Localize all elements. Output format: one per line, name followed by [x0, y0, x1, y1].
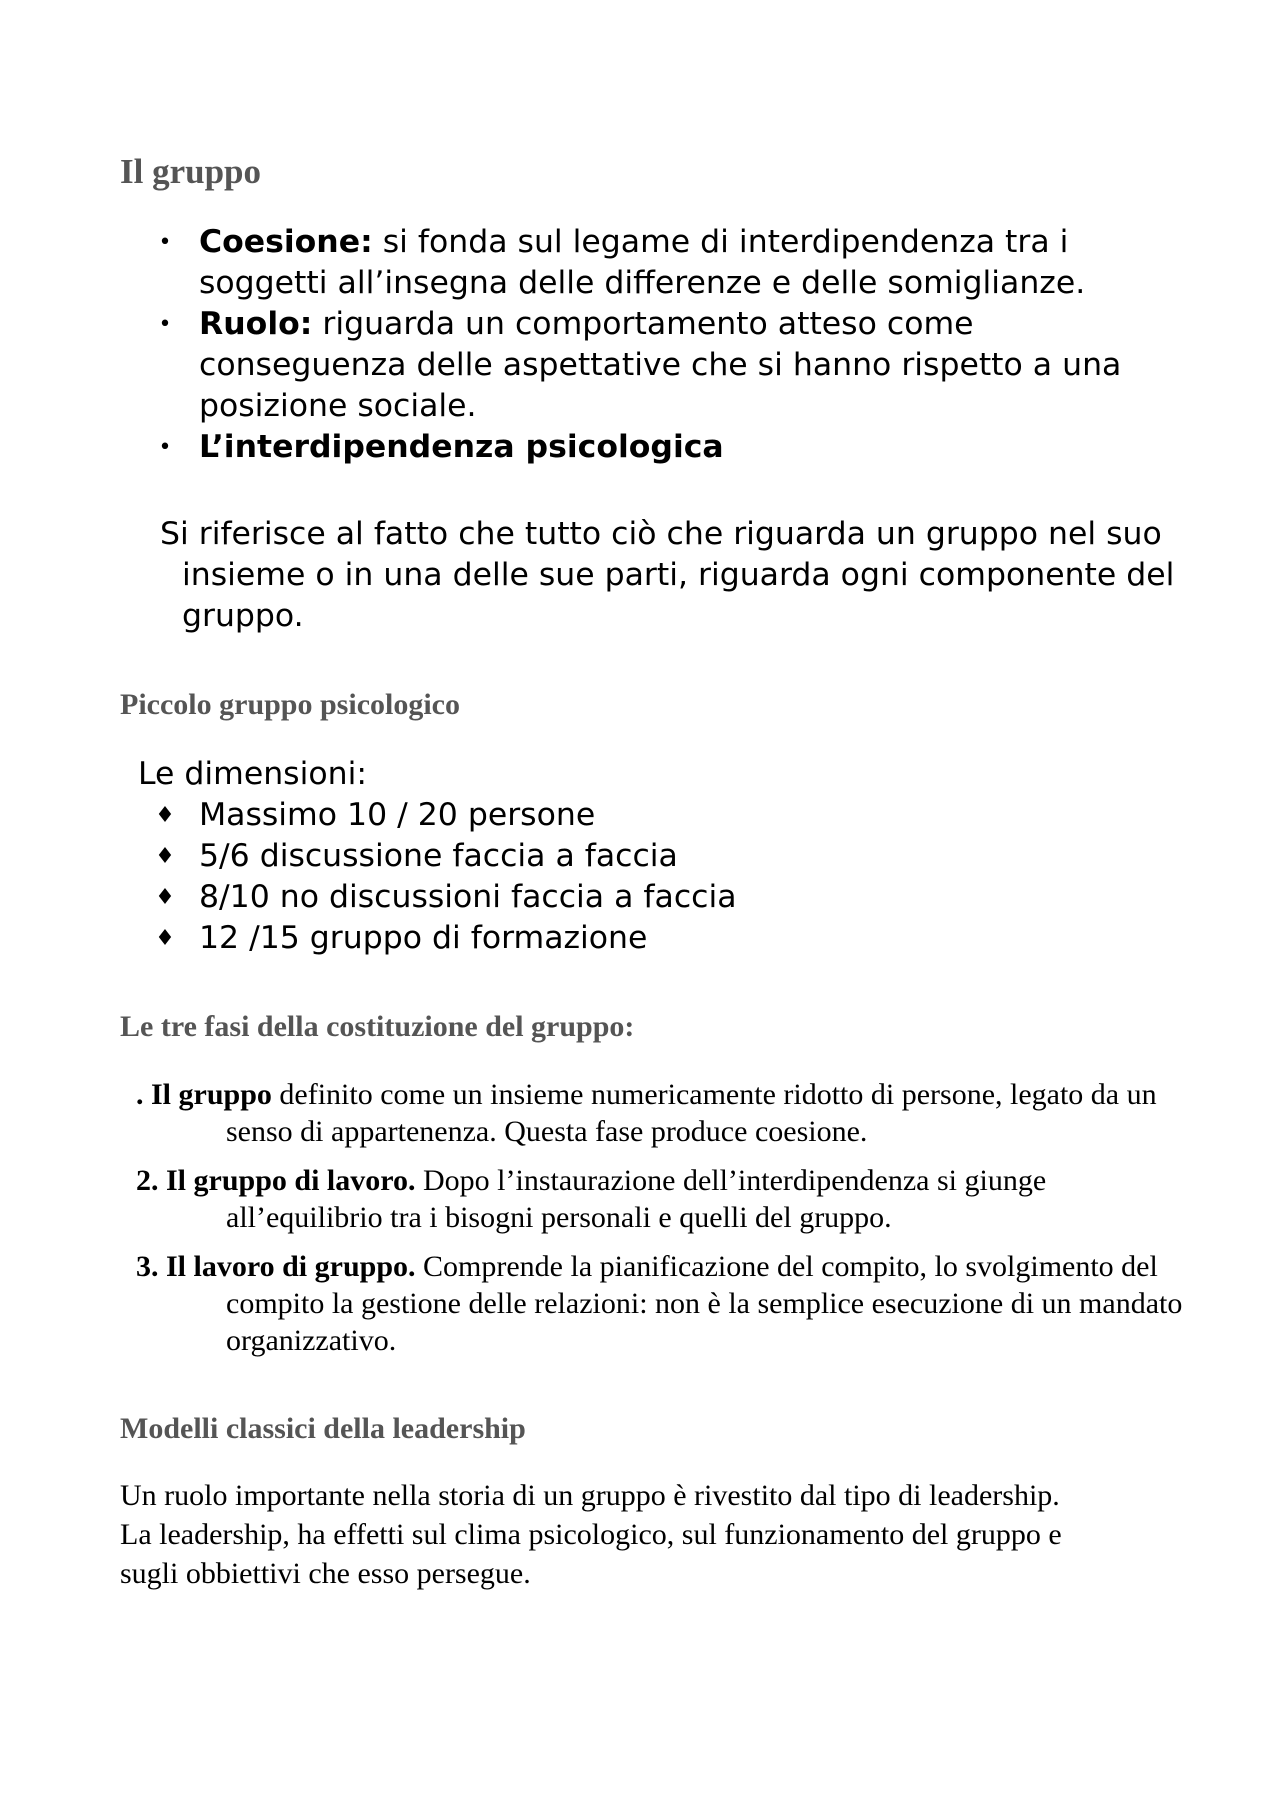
leadership-paragraph: Un ruolo importante nella storia di un gruppo è rivestito dal tipo di leadership. La leadership, ha effetti sul clima psicologico, sul funzionamento del gruppo e sugli obbiettivi che esso persegue. [120, 1479, 1062, 1590]
concept-term: Coesione: [199, 224, 373, 260]
diamond-bullet-icon: ♦ [155, 926, 175, 951]
list-item [136, 1076, 1196, 1150]
section-heading-leadership: Modelli classici della leadership [120, 1412, 526, 1445]
group-concepts-list [155, 222, 1175, 468]
concept-term: Ruolo: [199, 306, 313, 342]
dimensions-intro: Le dimensioni: [138, 756, 367, 792]
section-heading-piccolo-gruppo: Piccolo gruppo psicologico [120, 688, 460, 721]
phase-term: . Il gruppo [136, 1078, 272, 1111]
phase-term: 2. Il gruppo di lavoro. [136, 1164, 416, 1197]
bullet-icon: • [158, 230, 172, 255]
concept-text: si fonda sul legame di interdipendenza tra i soggetti all’insegna delle differenze e delle somiglianze. [199, 224, 1086, 301]
list-item: ♦ 12 /15 gruppo di formazione [155, 918, 737, 959]
list-item [155, 222, 1175, 304]
list-item: ♦ 8/10 no discussioni faccia a faccia [155, 877, 737, 918]
phase-text: Dopo l’instaurazione dell’interdipendenza si giunge all’equilibrio tra i bisogni personali e quelli del gruppo. [226, 1164, 1047, 1234]
diamond-bullet-icon: ♦ [155, 885, 175, 910]
interdipendenza-paragraph: Si riferisce al fatto che tutto ciò che riguarda un gruppo nel suo insieme o in una delle sue parti, riguarda ogni componente del gruppo. [160, 516, 1175, 634]
bullet-icon: • [158, 312, 172, 337]
list-item [136, 1248, 1196, 1359]
list-item [136, 1162, 1196, 1236]
bullet-icon: • [158, 435, 172, 460]
phase-text: Comprende la pianificazione del compito, lo svolgimento del compito la gestione delle relazioni: non è la semplice esecuzione di un mandato organizzativo. [226, 1250, 1183, 1357]
phases-list [136, 1076, 1196, 1371]
section-heading-tre-fasi: Le tre fasi della costituzione del gruppo: [120, 1010, 635, 1043]
diamond-bullet-icon: ♦ [155, 844, 175, 869]
phase-term: 3. Il lavoro di gruppo. [136, 1250, 416, 1283]
phase-text: definito come un insieme numericamente ridotto di persone, legato da un senso di appartenenza. Questa fase produce coesione. [226, 1078, 1157, 1148]
list-item [155, 427, 1175, 468]
list-item: ♦ Massimo 10 / 20 persone [155, 795, 737, 836]
list-item [155, 304, 1175, 427]
page-title: Il gruppo [120, 152, 262, 191]
concept-term: L’interdipendenza psicologica [199, 429, 724, 465]
diamond-bullet-icon: ♦ [155, 803, 175, 828]
list-item: ♦ 5/6 discussione faccia a faccia [155, 836, 737, 877]
dimensions-list [155, 795, 737, 959]
concept-text: riguarda un comportamento atteso come conseguenza delle aspettative che si hanno rispetto a una posizione sociale. [199, 306, 1122, 424]
